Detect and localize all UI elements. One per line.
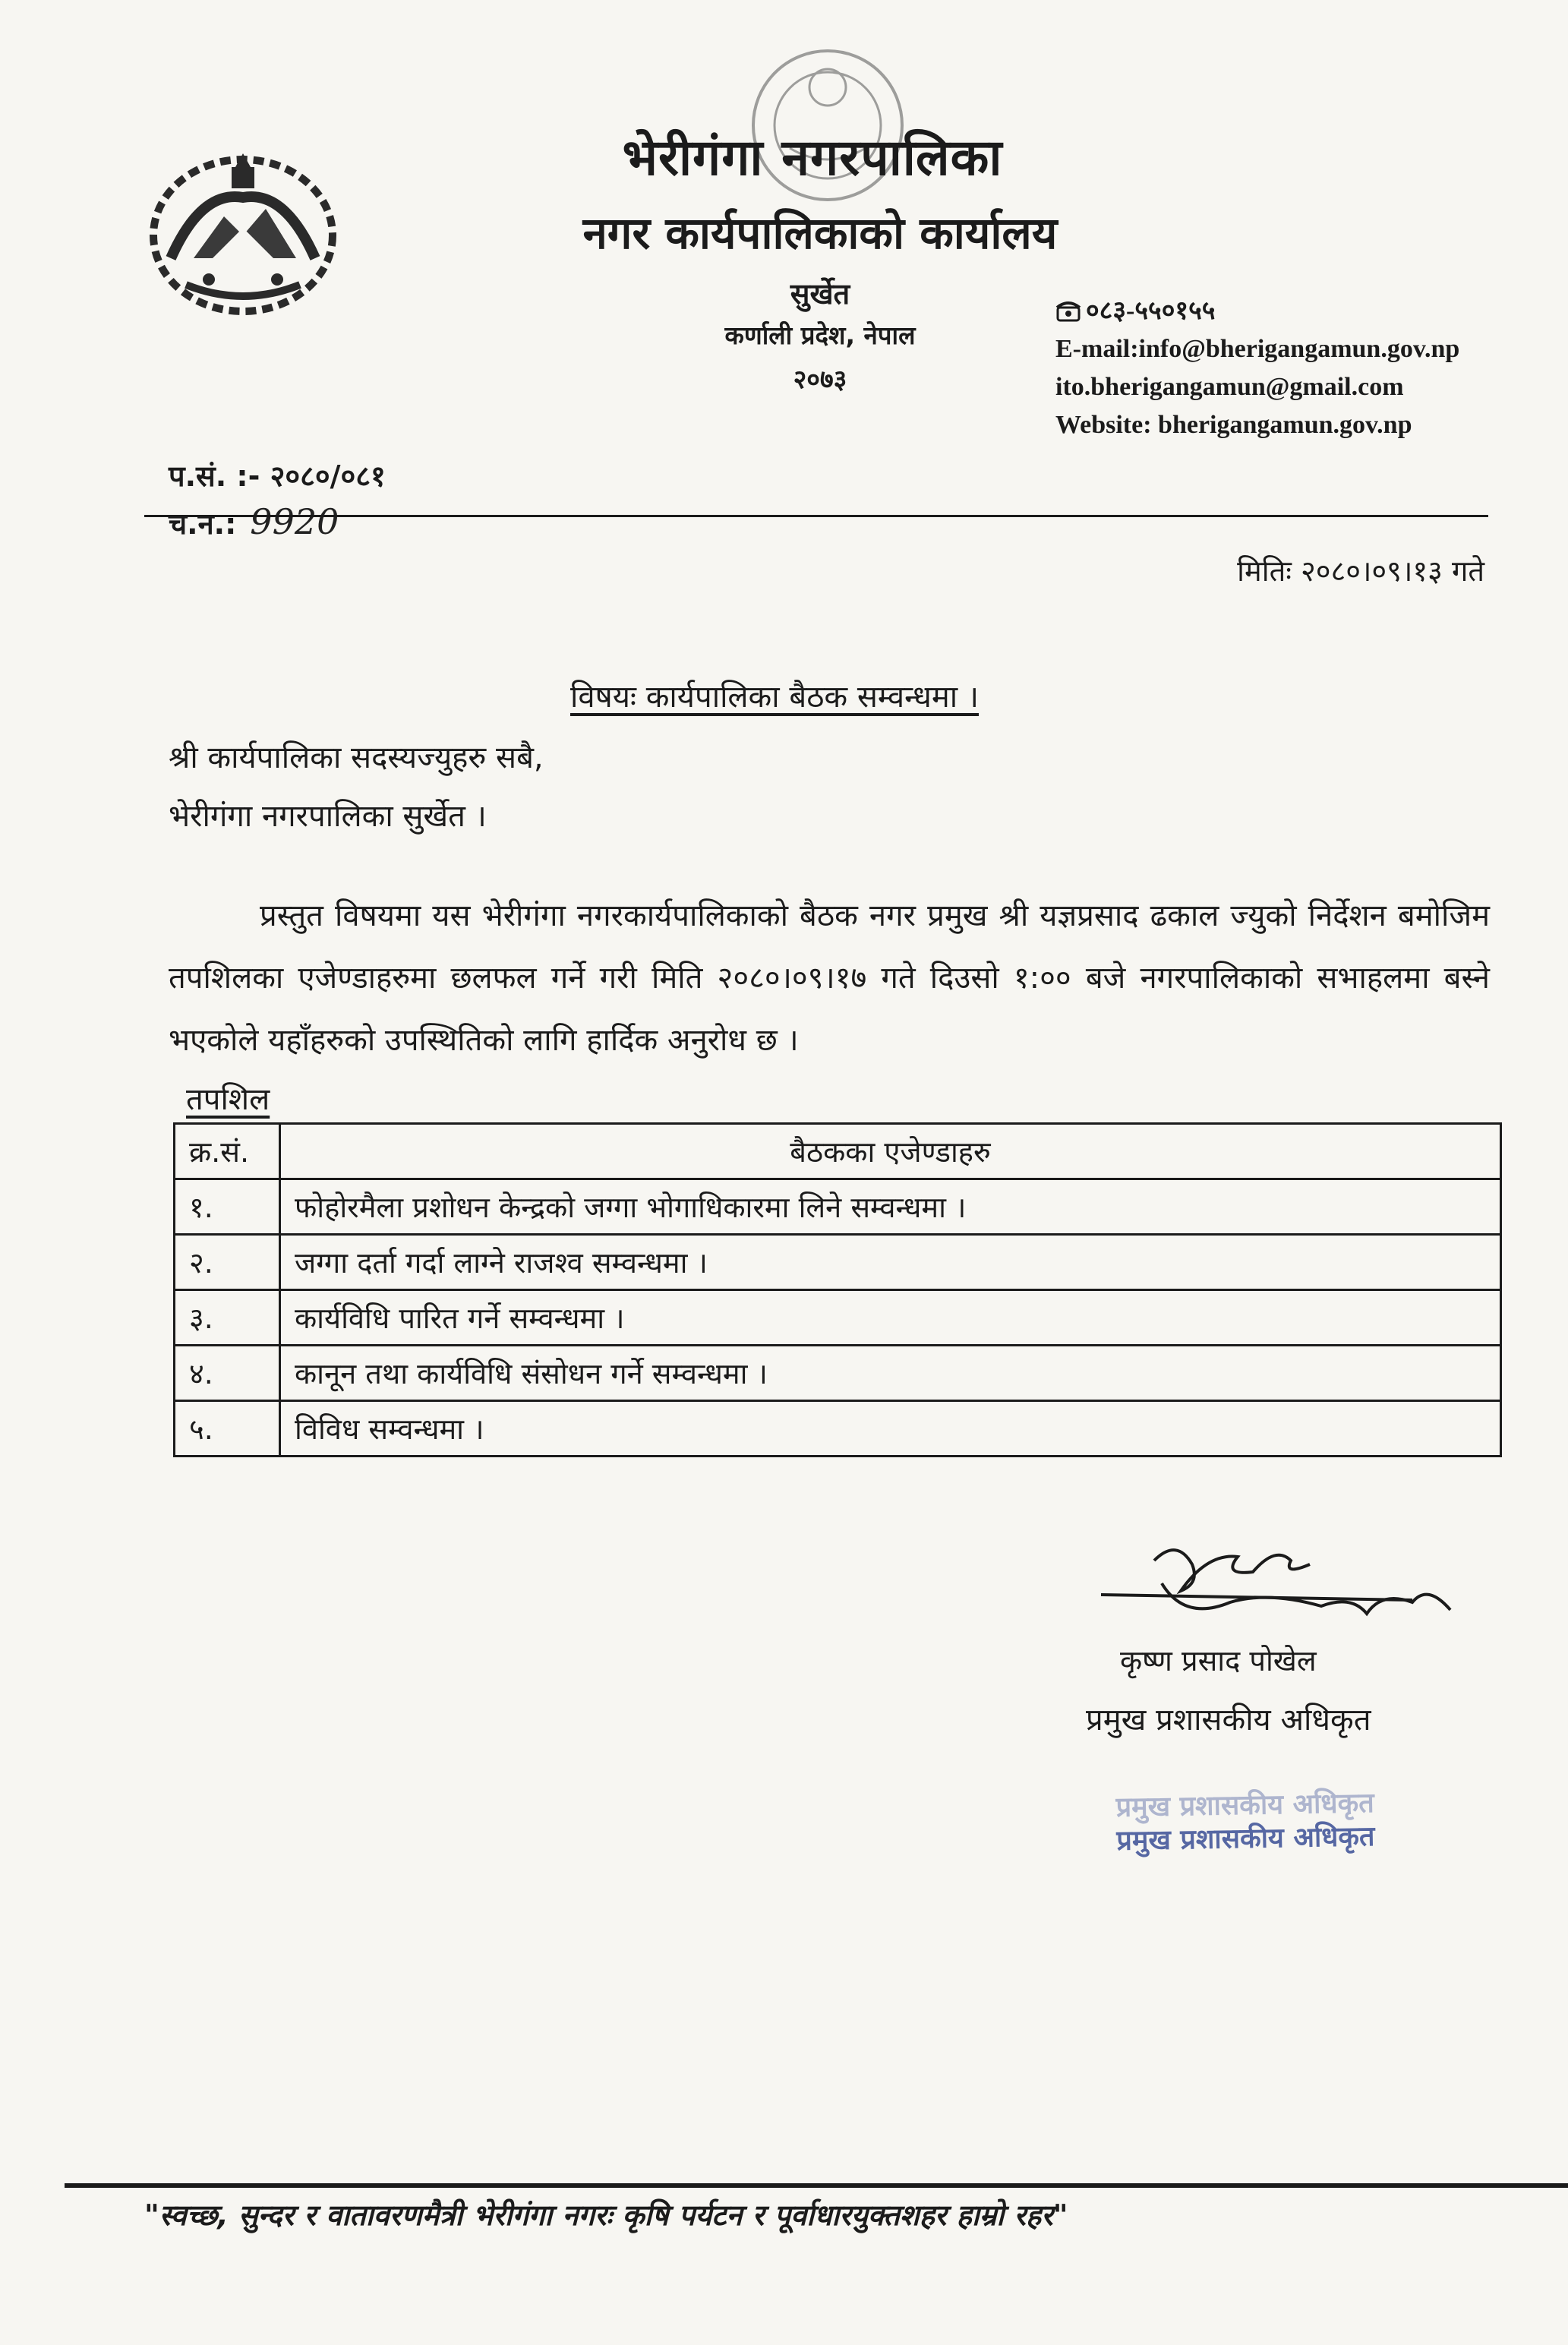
subject-text: विषयः कार्यपालिका बैठक सम्वन्धमा । xyxy=(570,680,979,715)
letter-date: मितिः २०८०।०९।१३ गते xyxy=(1237,554,1484,588)
stamp-line-1: प्रमुख प्रशासकीय अधिकृत xyxy=(1115,1787,1375,1823)
phone-number: ०८३-५५०१५५ xyxy=(1086,297,1216,325)
official-stamp xyxy=(1115,1785,1458,1858)
agenda-header-row xyxy=(175,1124,1501,1179)
row-serial: ३. xyxy=(175,1290,280,1346)
row-serial: ४. xyxy=(175,1346,280,1401)
organization-name: भेरीगंगा नगरपालिका xyxy=(622,128,1003,187)
row-serial: २. xyxy=(175,1235,280,1290)
row-agenda: जग्गा दर्ता गर्दा लाग्ने राजश्व सम्वन्धमा । xyxy=(280,1235,1501,1290)
dispatch-label: च.न.: xyxy=(169,507,237,541)
reference-number: प.सं. :- २०८०/०८१ xyxy=(169,459,386,493)
row-serial: १. xyxy=(175,1179,280,1235)
email-secondary: ito.bherigangamun@gmail.com xyxy=(1055,373,1404,401)
table-row xyxy=(175,1290,1501,1346)
addressee-line-2: भेरीगंगा नगरपालिका सुर्खेत । xyxy=(169,799,487,834)
subject-line xyxy=(425,674,1124,716)
row-serial: ५. xyxy=(175,1401,280,1457)
table-row xyxy=(175,1235,1501,1290)
row-agenda: कानून तथा कार्यविधि संसोधन गर्ने सम्वन्धमा । xyxy=(280,1346,1501,1401)
agenda-table xyxy=(173,1122,1502,1457)
dispatch-line xyxy=(169,501,339,543)
footer-divider xyxy=(65,2183,1568,2188)
signatory-title: प्रमुख प्रशासकीय अधिकृत xyxy=(1086,1703,1371,1737)
website: Website: bherigangamun.gov.np xyxy=(1055,411,1412,439)
header-serial: क्र.सं. xyxy=(175,1124,280,1179)
row-agenda: फोहोरमैला प्रशोधन केन्द्रको जग्गा भोगाधिकारमा लिने सम्वन्धमा । xyxy=(280,1179,1501,1235)
email-primary: E-mail:info@bherigangamun.gov.np xyxy=(1055,335,1460,363)
phone-row xyxy=(1055,292,1541,330)
dispatch-number: 9920 xyxy=(250,501,339,542)
handwritten-signature xyxy=(1093,1530,1473,1644)
established-year: २०७३ xyxy=(793,365,847,395)
table-row xyxy=(175,1179,1501,1235)
nepal-emblem-icon xyxy=(140,144,345,319)
row-agenda: विविध सम्वन्धमा । xyxy=(280,1401,1501,1457)
body-paragraph: प्रस्तुत विषयमा यस भेरीगंगा नगरकार्यपालिकाको बैठक नगर प्रमुख श्री यज्ञप्रसाद ढकाल ज्युको निर्देशन बमोजिम तपशिलका एजेण्डाहरुमा छलफल गर्ने गरी मिति २०८०।०९।१७ गते दिउसो १:०० बजे नगरपालिकाको सभाहलमा बस्ने भएकोले यहाँहरुको उपस्थितिको लागि हार्दिक अनुरोध छ । xyxy=(169,898,1490,1058)
table-row xyxy=(175,1346,1501,1401)
province-name: कर्णाली प्रदेश, नेपाल xyxy=(724,320,916,350)
contact-block xyxy=(1055,292,1541,444)
city-name: सुर्खेत xyxy=(790,277,850,311)
addressee-line-1: श्री कार्यपालिका सदस्यज्युहरु सबै, xyxy=(169,740,544,775)
telephone-icon xyxy=(1055,300,1081,323)
office-name: नगर कार्यपालिकाको कार्यालय xyxy=(582,207,1058,259)
details-heading: तपशिल xyxy=(186,1082,270,1117)
signatory-name: कृष्ण प्रसाद पोखेल xyxy=(1120,1644,1317,1677)
row-agenda: कार्यविधि पारित गर्ने सम्वन्धमा । xyxy=(280,1290,1501,1346)
header-divider xyxy=(144,515,1488,517)
footer-slogan: "स्वच्छ, सुन्दर र वातावरणमैत्री भेरीगंगा नगरः कृषि पर्यटन र पूर्वाधारयुक्तशहर हाम्रो रहर" xyxy=(144,2198,1068,2232)
stamp-line-2: प्रमुख प्रशासकीय अधिकृत xyxy=(1116,1820,1375,1857)
header-agenda: बैठकका एजेण्डाहरु xyxy=(280,1124,1501,1179)
table-row xyxy=(175,1401,1501,1457)
